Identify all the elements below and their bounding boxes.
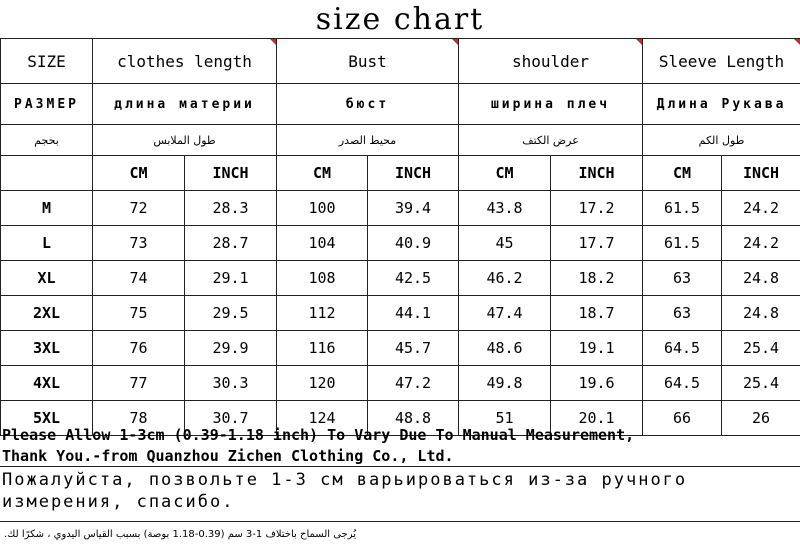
value-cell: 116 (277, 331, 368, 366)
header-clothes-length: clothes length (93, 39, 277, 84)
chart-title: size chart (315, 2, 485, 37)
unit-label: INCH (368, 156, 459, 191)
value-cell: 29.9 (185, 331, 277, 366)
value-cell: 44.1 (368, 296, 459, 331)
header-size-ru: РАЗМЕР (1, 84, 93, 125)
value-cell: 46.2 (459, 261, 551, 296)
value-cell: 42.5 (368, 261, 459, 296)
value-cell: 29.1 (185, 261, 277, 296)
value-cell: 40.9 (368, 226, 459, 261)
size-cell: XL (1, 261, 93, 296)
value-cell: 45 (459, 226, 551, 261)
header-size: SIZE (1, 39, 93, 84)
size-cell: L (1, 226, 93, 261)
table-row (1, 261, 800, 296)
value-cell: 77 (93, 366, 185, 401)
table-row (1, 331, 800, 366)
size-cell: M (1, 191, 93, 226)
header-sleeve-length-ar: طول الكم (643, 125, 800, 156)
value-cell: 120 (277, 366, 368, 401)
value-cell: 19.6 (551, 366, 643, 401)
value-cell: 25.4 (722, 366, 800, 401)
unit-label: INCH (551, 156, 643, 191)
table-row (1, 226, 800, 261)
value-cell: 48.8 (368, 401, 459, 436)
value-cell: 24.8 (722, 296, 800, 331)
value-cell: 64.5 (643, 366, 722, 401)
unit-label: CM (277, 156, 368, 191)
note-arabic: يُرجى السماح باختلاف 1-3 سم (0.39-1.18 بوصة) بسبب القياس اليدوي ، شكرًا لك. (4, 529, 357, 540)
size-cell: 3XL (1, 331, 93, 366)
value-cell: 48.6 (459, 331, 551, 366)
value-cell: 108 (277, 261, 368, 296)
value-cell: 19.1 (551, 331, 643, 366)
unit-blank (1, 156, 93, 191)
note-russian: Пожалуйста, позвольте 1-3 см варьироваться из-за ручного измерения, спасибо. (2, 470, 688, 512)
value-cell: 47.2 (368, 366, 459, 401)
header-row-arabic (1, 125, 800, 156)
notes-section (0, 425, 800, 553)
value-cell: 39.4 (368, 191, 459, 226)
size-cell: 4XL (1, 366, 93, 401)
unit-label: INCH (185, 156, 277, 191)
value-cell: 51 (459, 401, 551, 436)
table-row (1, 191, 800, 226)
header-shoulder-ar: عرض الكتف (459, 125, 643, 156)
note-english (2, 425, 798, 467)
value-cell: 75 (93, 296, 185, 331)
value-cell: 17.7 (551, 226, 643, 261)
value-cell: 64.5 (643, 331, 722, 366)
value-cell: 30.7 (185, 401, 277, 436)
value-cell: 63 (643, 296, 722, 331)
value-cell: 17.2 (551, 191, 643, 226)
value-cell: 25.4 (722, 331, 800, 366)
header-bust-ar: محيط الصدر (277, 125, 459, 156)
value-cell: 30.3 (185, 366, 277, 401)
divider (0, 466, 800, 467)
value-cell: 29.5 (185, 296, 277, 331)
unit-label: CM (643, 156, 722, 191)
value-cell: 66 (643, 401, 722, 436)
value-cell: 100 (277, 191, 368, 226)
value-cell: 61.5 (643, 226, 722, 261)
value-cell: 63 (643, 261, 722, 296)
header-clothes-length-ar: طول الملابس (93, 125, 277, 156)
value-cell: 18.7 (551, 296, 643, 331)
header-sleeve-length: Sleeve Length (643, 39, 800, 84)
value-cell: 61.5 (643, 191, 722, 226)
value-cell: 73 (93, 226, 185, 261)
value-cell: 43.8 (459, 191, 551, 226)
table-row (1, 296, 800, 331)
value-cell: 18.2 (551, 261, 643, 296)
unit-row (1, 156, 800, 191)
value-cell: 28.7 (185, 226, 277, 261)
header-bust-ru: бюст (277, 84, 459, 125)
note-english-line2: Thank You.-from Quanzhou Zichen Clothing Co., Ltd. (2, 447, 454, 465)
header-shoulder-ru: ширина плеч (459, 84, 643, 125)
value-cell: 24.2 (722, 191, 800, 226)
value-cell: 24.8 (722, 261, 800, 296)
header-size-ar: بحجم (1, 125, 93, 156)
value-cell: 28.3 (185, 191, 277, 226)
value-cell: 124 (277, 401, 368, 436)
size-cell: 2XL (1, 296, 93, 331)
value-cell: 26 (722, 401, 800, 436)
unit-label: CM (459, 156, 551, 191)
header-row-english (1, 39, 800, 84)
header-bust: Bust (277, 39, 459, 84)
header-clothes-length-ru: длина материи (93, 84, 277, 125)
value-cell: 72 (93, 191, 185, 226)
value-cell: 24.2 (722, 226, 800, 261)
size-chart-table (0, 38, 800, 436)
value-cell: 20.1 (551, 401, 643, 436)
value-cell: 112 (277, 296, 368, 331)
header-row-russian (1, 84, 800, 125)
table-row (1, 366, 800, 401)
value-cell: 74 (93, 261, 185, 296)
unit-label: INCH (722, 156, 800, 191)
value-cell: 45.7 (368, 331, 459, 366)
note-english-line1: Please Allow 1-3cm (0.39-1.18 inch) To Vary Due To Manual Measurement, (2, 426, 635, 444)
value-cell: 47.4 (459, 296, 551, 331)
unit-label: CM (93, 156, 185, 191)
value-cell: 78 (93, 401, 185, 436)
divider (0, 521, 800, 522)
size-cell: 5XL (1, 401, 93, 436)
header-sleeve-length-ru: Длина Рукава (643, 84, 800, 125)
value-cell: 104 (277, 226, 368, 261)
header-shoulder: shoulder (459, 39, 643, 84)
value-cell: 76 (93, 331, 185, 366)
value-cell: 49.8 (459, 366, 551, 401)
